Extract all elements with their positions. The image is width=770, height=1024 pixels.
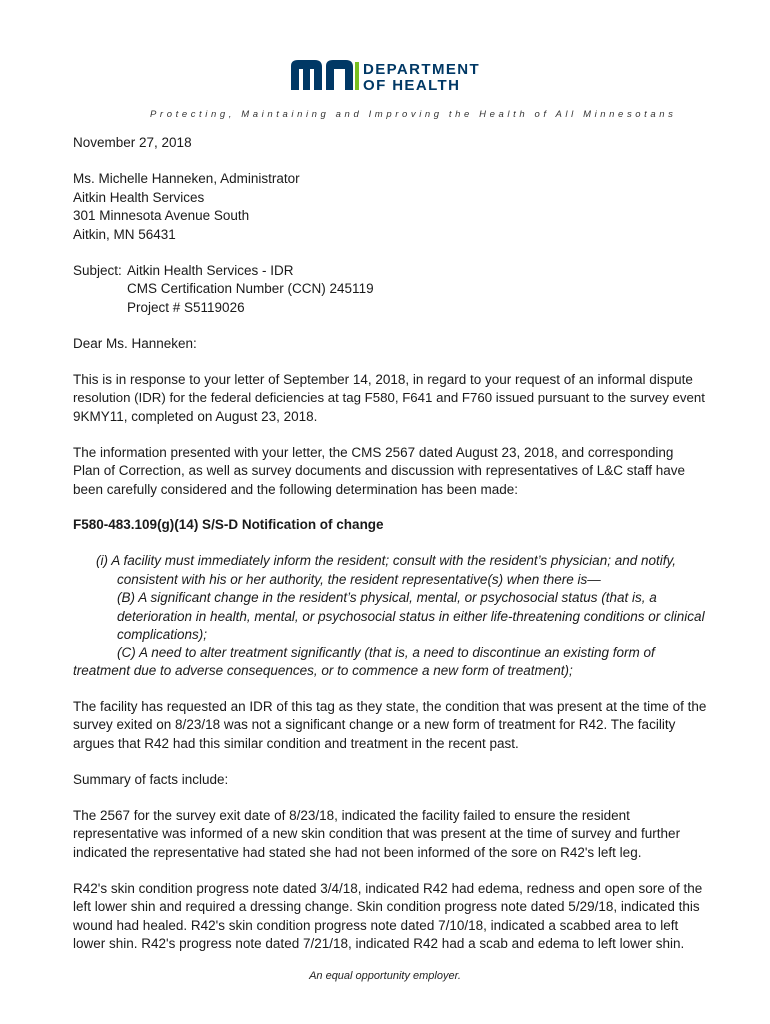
paragraph-line: R42's skin condition progress note dated 3/4/18, indicated R42 had edema, redness and open sore of the — [73, 881, 703, 896]
subject-line: CMS Certification Number (CCN) 245119 — [127, 281, 374, 296]
department-line1: DEPARTMENT — [363, 61, 481, 78]
summary-label: Summary of facts include: — [73, 772, 229, 787]
paragraph-line: 9KMY11, completed on August 23, 2018. — [73, 409, 318, 424]
paragraph-line: representative was informed of a new skin condition that was present at the time of survey and further — [73, 826, 681, 841]
recipient-line: Ms. Michelle Hanneken, Administrator — [73, 171, 300, 186]
regulation-line: treatment due to adverse consequences, or to commence a new form of treatment); — [73, 663, 573, 678]
paragraph-line: left lower shin and required a dressing change. Skin condition progress note dated 5/29/18, indicated this — [73, 899, 700, 914]
paragraph-line: lower shin. R42's progress note dated 7/21/18, indicated R42 had a scab and edema to left lower shin. — [73, 936, 685, 951]
regulation-line: complications); — [117, 627, 208, 642]
paragraph-line: argues that R42 had this similar condition and treatment in the recent past. — [73, 736, 519, 751]
salutation: Dear Ms. Hanneken: — [73, 336, 197, 351]
mn-logo-icon — [291, 60, 359, 98]
paragraph-line: The 2567 for the survey exit date of 8/23/18, indicated the facility failed to ensure the resident — [73, 808, 630, 823]
recipient-line: Aitkin Health Services — [73, 190, 205, 205]
paragraph-line: This is in response to your letter of September 14, 2018, in regard to your request of an informal dispute — [73, 372, 693, 387]
footer-text: An equal opportunity employer. — [309, 970, 461, 982]
department-wordmark — [363, 62, 480, 94]
regulation-line: deterioration in health, mental, or psychosocial status in either life-threatening conditions or clinical — [117, 609, 705, 624]
subject-line: Aitkin Health Services - IDR — [127, 263, 294, 278]
paragraph-line: The facility has requested an IDR of this tag as they state, the condition that was present at the time of the — [73, 699, 707, 714]
paragraph-line: been carefully considered and the following determination has been made: — [73, 482, 519, 497]
subject-line: Project # S5119026 — [127, 300, 245, 315]
paragraph-line: survey exited on 8/23/18 was not a significant change or a new form of treatment for R42. The facility — [73, 717, 676, 732]
regulation-line: consistent with his or her authority, the resident representative(s) when there is— — [117, 572, 601, 587]
recipient-line: 301 Minnesota Avenue South — [73, 208, 250, 223]
paragraph-line: resolution (IDR) for the federal deficiencies at tag F580, F641 and F760 issued pursuant to the survey event — [73, 390, 705, 405]
letter-date: November 27, 2018 — [73, 135, 192, 150]
tag-heading: F580-483.109(g)(14) S/S-D Notification of change — [73, 517, 384, 532]
paragraph-line: Plan of Correction, as well as survey documents and discussion with representatives of L&C staff have — [73, 463, 686, 478]
paragraph-line: indicated the representative had stated she had not been informed of the sore on R42's left leg. — [73, 845, 642, 860]
subject-label: Subject: — [73, 263, 122, 278]
tagline: Protecting, Maintaining and Improving the Health of All Minnesotans — [150, 109, 677, 120]
regulation-line: (B) A significant change in the resident’s physical, mental, or psychosocial status (that is, a — [117, 590, 657, 605]
regulation-line: (i) A facility must immediately inform the resident; consult with the resident’s physician; and notify, — [96, 553, 676, 568]
paragraph-line: wound had healed. R42's skin condition progress note dated 7/10/18, indicated a scabbed area to left — [73, 918, 679, 933]
recipient-line: Aitkin, MN 56431 — [73, 227, 176, 242]
department-line2: OF HEALTH — [363, 77, 461, 94]
paragraph-line: The information presented with your letter, the CMS 2567 dated August 23, 2018, and corresponding — [73, 445, 674, 460]
regulation-line: (C) A need to alter treatment significantly (that is, a need to discontinue an existing form of — [117, 645, 655, 660]
